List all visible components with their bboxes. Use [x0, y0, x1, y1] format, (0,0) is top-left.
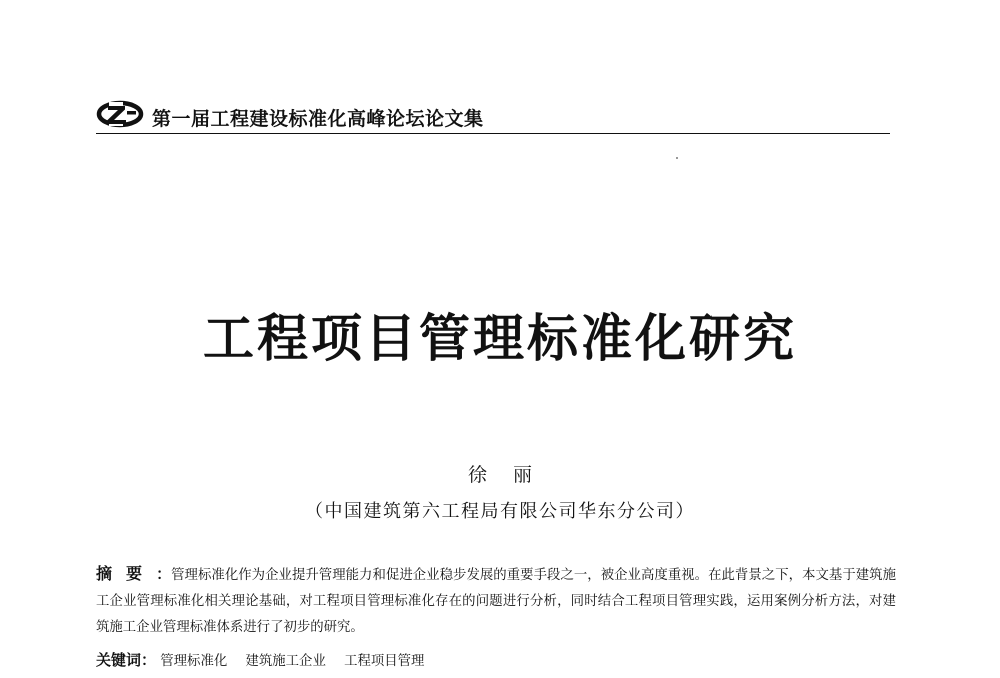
paper-title: 工程项目管理标准化研究: [202, 310, 797, 369]
publisher-logo-icon: [96, 100, 144, 128]
author-affiliation: （中国建筑第六工程局有限公司华东分公司）: [305, 501, 695, 522]
running-header: [96, 96, 890, 136]
keywords-label: 关键词：: [96, 651, 157, 669]
keywords-line: [96, 649, 896, 670]
proceedings-title: 第一届工程建设标准化高峰论坛论文集: [152, 108, 484, 130]
author-name: 徐丽: [467, 464, 558, 486]
header-divider: [96, 133, 890, 134]
keyword-item: 管理标准化: [160, 654, 228, 669]
abstract-text: 管理标准化作为企业提升管理能力和促进企业稳步发展的重要手段之一，被企业高度重视。在此背景之下，本文基于建筑施工企业管理标准化相关理论基础，对工程项目管理标准化存在的问题进行分析，同时结合工程项目管理实践，运用案例分析方法，对建筑施工企业管理标准体系进行了初步的研究。: [96, 568, 896, 635]
keyword-item: 工程项目管理: [344, 654, 425, 669]
abstract-label: 摘要: [96, 564, 157, 583]
abstract-paragraph: [96, 561, 896, 641]
scan-speck: [676, 157, 678, 159]
abstract-label-colon: ：: [156, 565, 172, 583]
keyword-item: 建筑施工企业: [245, 654, 326, 669]
